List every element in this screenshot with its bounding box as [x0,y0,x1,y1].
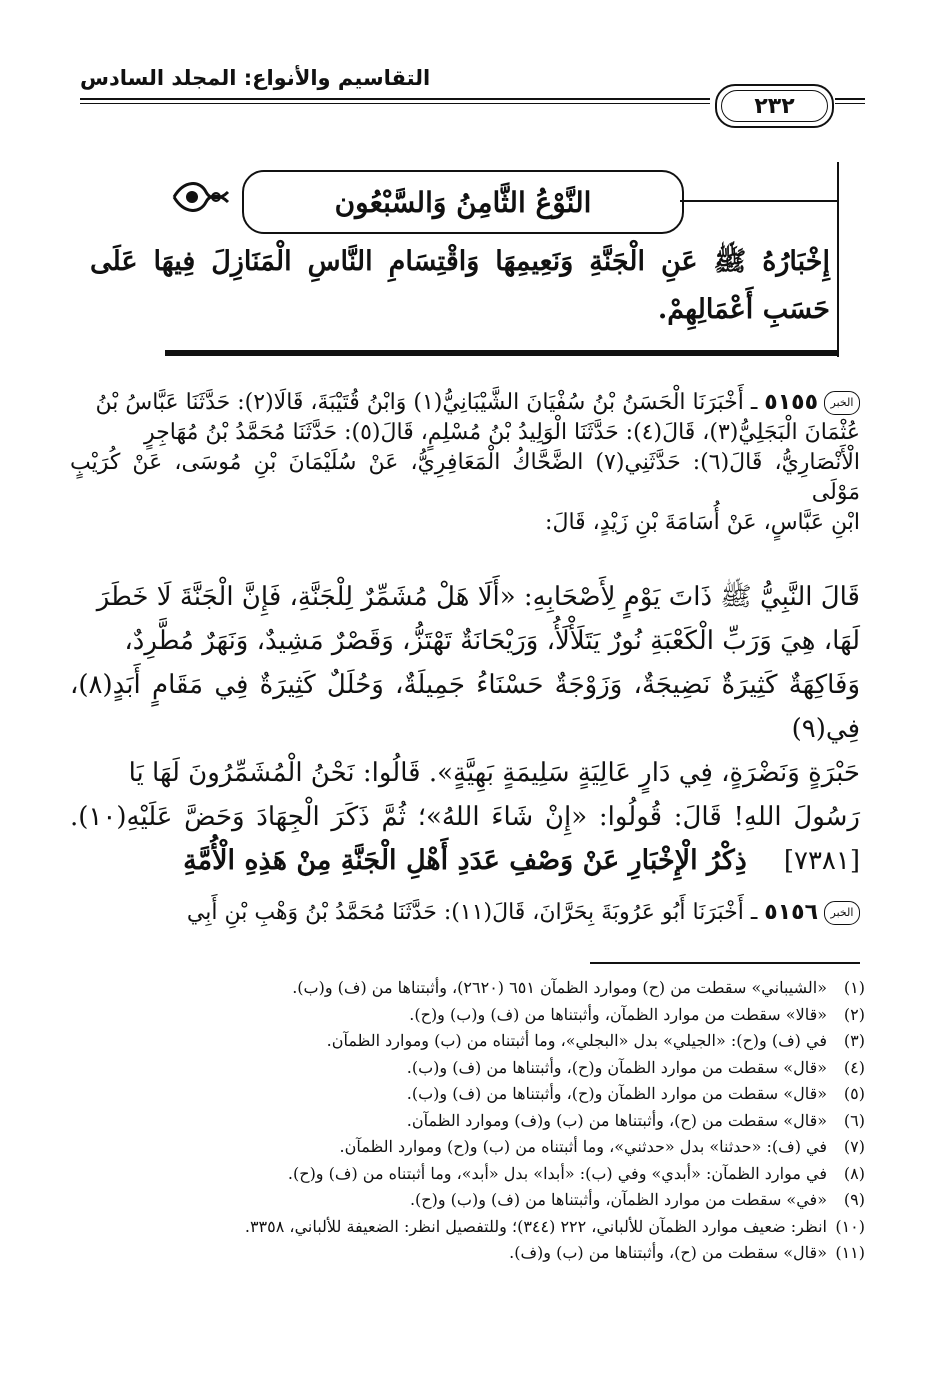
footnote-text: في (ف): «حدثنا» بدل «حدثني»، وما أثبتناه من (ب) و(ح) وموارد الظمآن. [339,1137,827,1156]
footnote [80,1081,865,1108]
footnote-text: في موارد الظمآن: «أبدي» وفي (ب): «أبدا» بدل «أبد»، وما أثبتناه من (ف) و(ح). [287,1163,827,1183]
footnote [80,1187,865,1214]
footnote-text: «في» سقطت من موارد الظمآن، وأثبتناها من (ف) و(ب) و(ح). [409,1190,827,1209]
footnote-number: (٩) [843,1190,865,1209]
chapter-title: النَّوْعُ الثَّامِنُ وَالسَّبْعُون [242,170,684,234]
footnote [80,1028,865,1055]
footnote [80,975,865,1002]
footnote-number: (٥) [843,1084,865,1103]
matn-line: قَالَ النَّبِيُّ ﷺ ذَاتَ يَوْمٍ لِأَصْحَابِهِ: «أَلَا هَلْ مُشَمِّرٌ لِلْجَنَّةِ، فَإِنَّ الْجَنَّةَ لَا خَطَرَ [96,582,860,612]
chapter-description: إِخْبَارُهُ ﷺ عَنِ الْجَنَّةِ وَنَعِيمِهَا وَاقْتِسَامِ النَّاسِ الْمَنَازِلَ فِيهَا عَلَى حَسَبِ أَعْمَالِهِمْ. [90,246,830,325]
header-rule-left-2 [80,103,710,104]
footnote-text: «قال» سقطت من (ح)، وأثبتناها من (ب) و(ف) وموارد الظمآن. [406,1110,827,1130]
running-title: التقاسيم والأنواع: المجلد السادس [80,66,431,90]
khabar-icon: الخبر [824,901,860,925]
footnote [80,1002,865,1029]
header-rule-left [80,98,710,100]
khabar-icon: الخبر [824,391,860,415]
isnad-line: ابْنِ عَبَّاسٍ، عَنْ أُسَامَةَ بْنِ زَيْدٍ، قَالَ: [545,510,860,535]
footnotes [80,975,865,1267]
page-number: ٢٣٢ [715,84,834,128]
footnote-number: (١٠) [835,1216,865,1236]
matn-line: لَهَا، هِيَ وَرَبِّ الْكَعْبَةِ نُورٌ يَتَلَأْلَأُ، وَرَيْحَانَةٌ تَهْتَزُّ، وَقَصْرٌ مَشِيدٌ، وَنَهَرٌ مُطَّرِدٌ، [124,626,860,656]
section-heading: ذِكْرُ الْإِخْبَارِ عَنْ وَصْفِ عَدَدِ أَهْلِ الْجَنَّةِ مِنْ هَذِهِ الْأُمَّةِ [183,845,747,876]
ornament-icon [170,172,232,222]
chapter-box-top-rule [680,200,838,202]
footnote-number: (٧) [843,1137,865,1156]
footnote [80,1055,865,1082]
footnote-number: (٢) [843,1004,865,1024]
hadith-5156-text: ـ أَخْبَرَنَا أَبُو عَرُوبَةَ بِحَرَّانَ، قَالَ(١١): حَدَّثَنَا مُحَمَّدُ بْنُ وَهْبِ بْنِ أَبِي [186,900,758,925]
footnote [80,1108,865,1135]
isnad-text: ـ أَخْبَرَنَا الْحَسَنُ بْنُ سُفْيَانَ الشَّيْبَانِيُّ(١) وَابْنُ قُتَيْبَةَ، قَالَا(٢): حَدَّثَنَا عَبَّاسُ بْنُ [95,390,758,415]
footnote-rule [590,962,860,964]
footnote [80,1161,865,1188]
footnote [80,1134,865,1161]
hadith-5155-isnad [70,388,860,538]
chapter-box-right-border [837,162,839,357]
matn-line: رَسُولَ اللهِ! قَالَ: قُولُوا: «إِنْ شَاءَ اللهُ»؛ ثُمَّ ذَكَرَ الْجِهَادَ وَحَضَّ عَلَيْهِ(١٠). [٧٣٨١] [70,802,860,876]
footnote-number: (٤) [843,1057,865,1077]
hadith-5155-matn [70,575,860,883]
isnad-line: الْأَنْصَارِيُّ، قَالَ(٦): حَدَّثَنِي(٧) الضَّحَّاكُ الْمَعَافِرِيُّ، عَنْ سُلَيْمَانَ بْنِ مُوسَى، عَنْ كُرَيْبٍ مَوْلَى [70,450,860,505]
matn-line: حَبْرَةٍ وَنَضْرَةٍ، فِي دَارٍ عَالِيَةٍ سَلِيمَةٍ بَهِيَّةٍ». قَالُوا: نَحْنُ الْمُشَمِّرُونَ لَهَا يَا [128,758,860,788]
footnote-text: «الشيباني» سقطت من (ح) وموارد الظمآن ٦٥١ (٢٦٢٠)، وأثبتناها من (ف) و(ب). [292,978,827,997]
footnote-text: انظر: ضعيف موارد الظمآن للألباني، ٢٢٢ (٣٤٤)؛ وللتفصيل انظر: الضعيفة للألباني، ٣٣٥٨. [244,1216,827,1236]
matn-line: وَفَاكِهَةٌ كَثِيرَةٌ نَضِيجَةٌ، وَزَوْجَةٌ حَسْنَاءُ جَمِيلَةٌ، وَحُلَلٌ كَثِيرَةٌ فِي مَقَامٍ أَبَدٍ(٨)، فِي(٩) [70,670,860,744]
footnote-text: «قال» سقطت من (ح)، وأثبتناها من (ب) و(ف). [509,1243,827,1262]
header-rule-right-2 [835,103,865,104]
chapter-rule-thick [165,350,838,356]
footnote-text: «قالا» سقطت من موارد الظمآن، وأثبتناها من (ف) و(ب) و(ح). [409,1004,827,1024]
footnote-text: «قال» سقطت من موارد الظمآن و(ح)، وأثبتناها من (ف) و(ب). [406,1057,827,1077]
footnote-number: (١١) [835,1243,865,1262]
footnote-text: «قال» سقطت من موارد الظمآن و(ح)، وأثبتناها من (ف) و(ب). [406,1084,827,1103]
footnote-number: (٦) [843,1110,865,1130]
footnote-number: (٨) [843,1163,865,1183]
header-rule-right [835,98,865,100]
footnote [80,1214,865,1241]
isnad-line [70,388,860,418]
hadith-number: ٥١٥٦ [764,900,818,925]
isnad-line: عُثْمَانَ الْبَجَلِيُّ(٣)، قَالَ(٤): حَدَّثَنَا الْوَلِيدُ بْنُ مُسْلِمٍ، قَالَ(٥): حَدَّثَنَا مُحَمَّدُ بْنُ مُهَاجِرٍ [144,420,860,445]
footnote-number: (٣) [843,1031,865,1050]
hadith-number: ٥١٥٥ [764,390,818,415]
footnote-number: (١) [843,978,865,997]
footnote [80,1240,865,1267]
footnote-text: في (ف) و(ح): «الجيلي» بدل «البجلي»، وما أثبتناه من (ب) وموارد الظمآن. [326,1031,827,1050]
hadith-5156 [70,898,860,928]
